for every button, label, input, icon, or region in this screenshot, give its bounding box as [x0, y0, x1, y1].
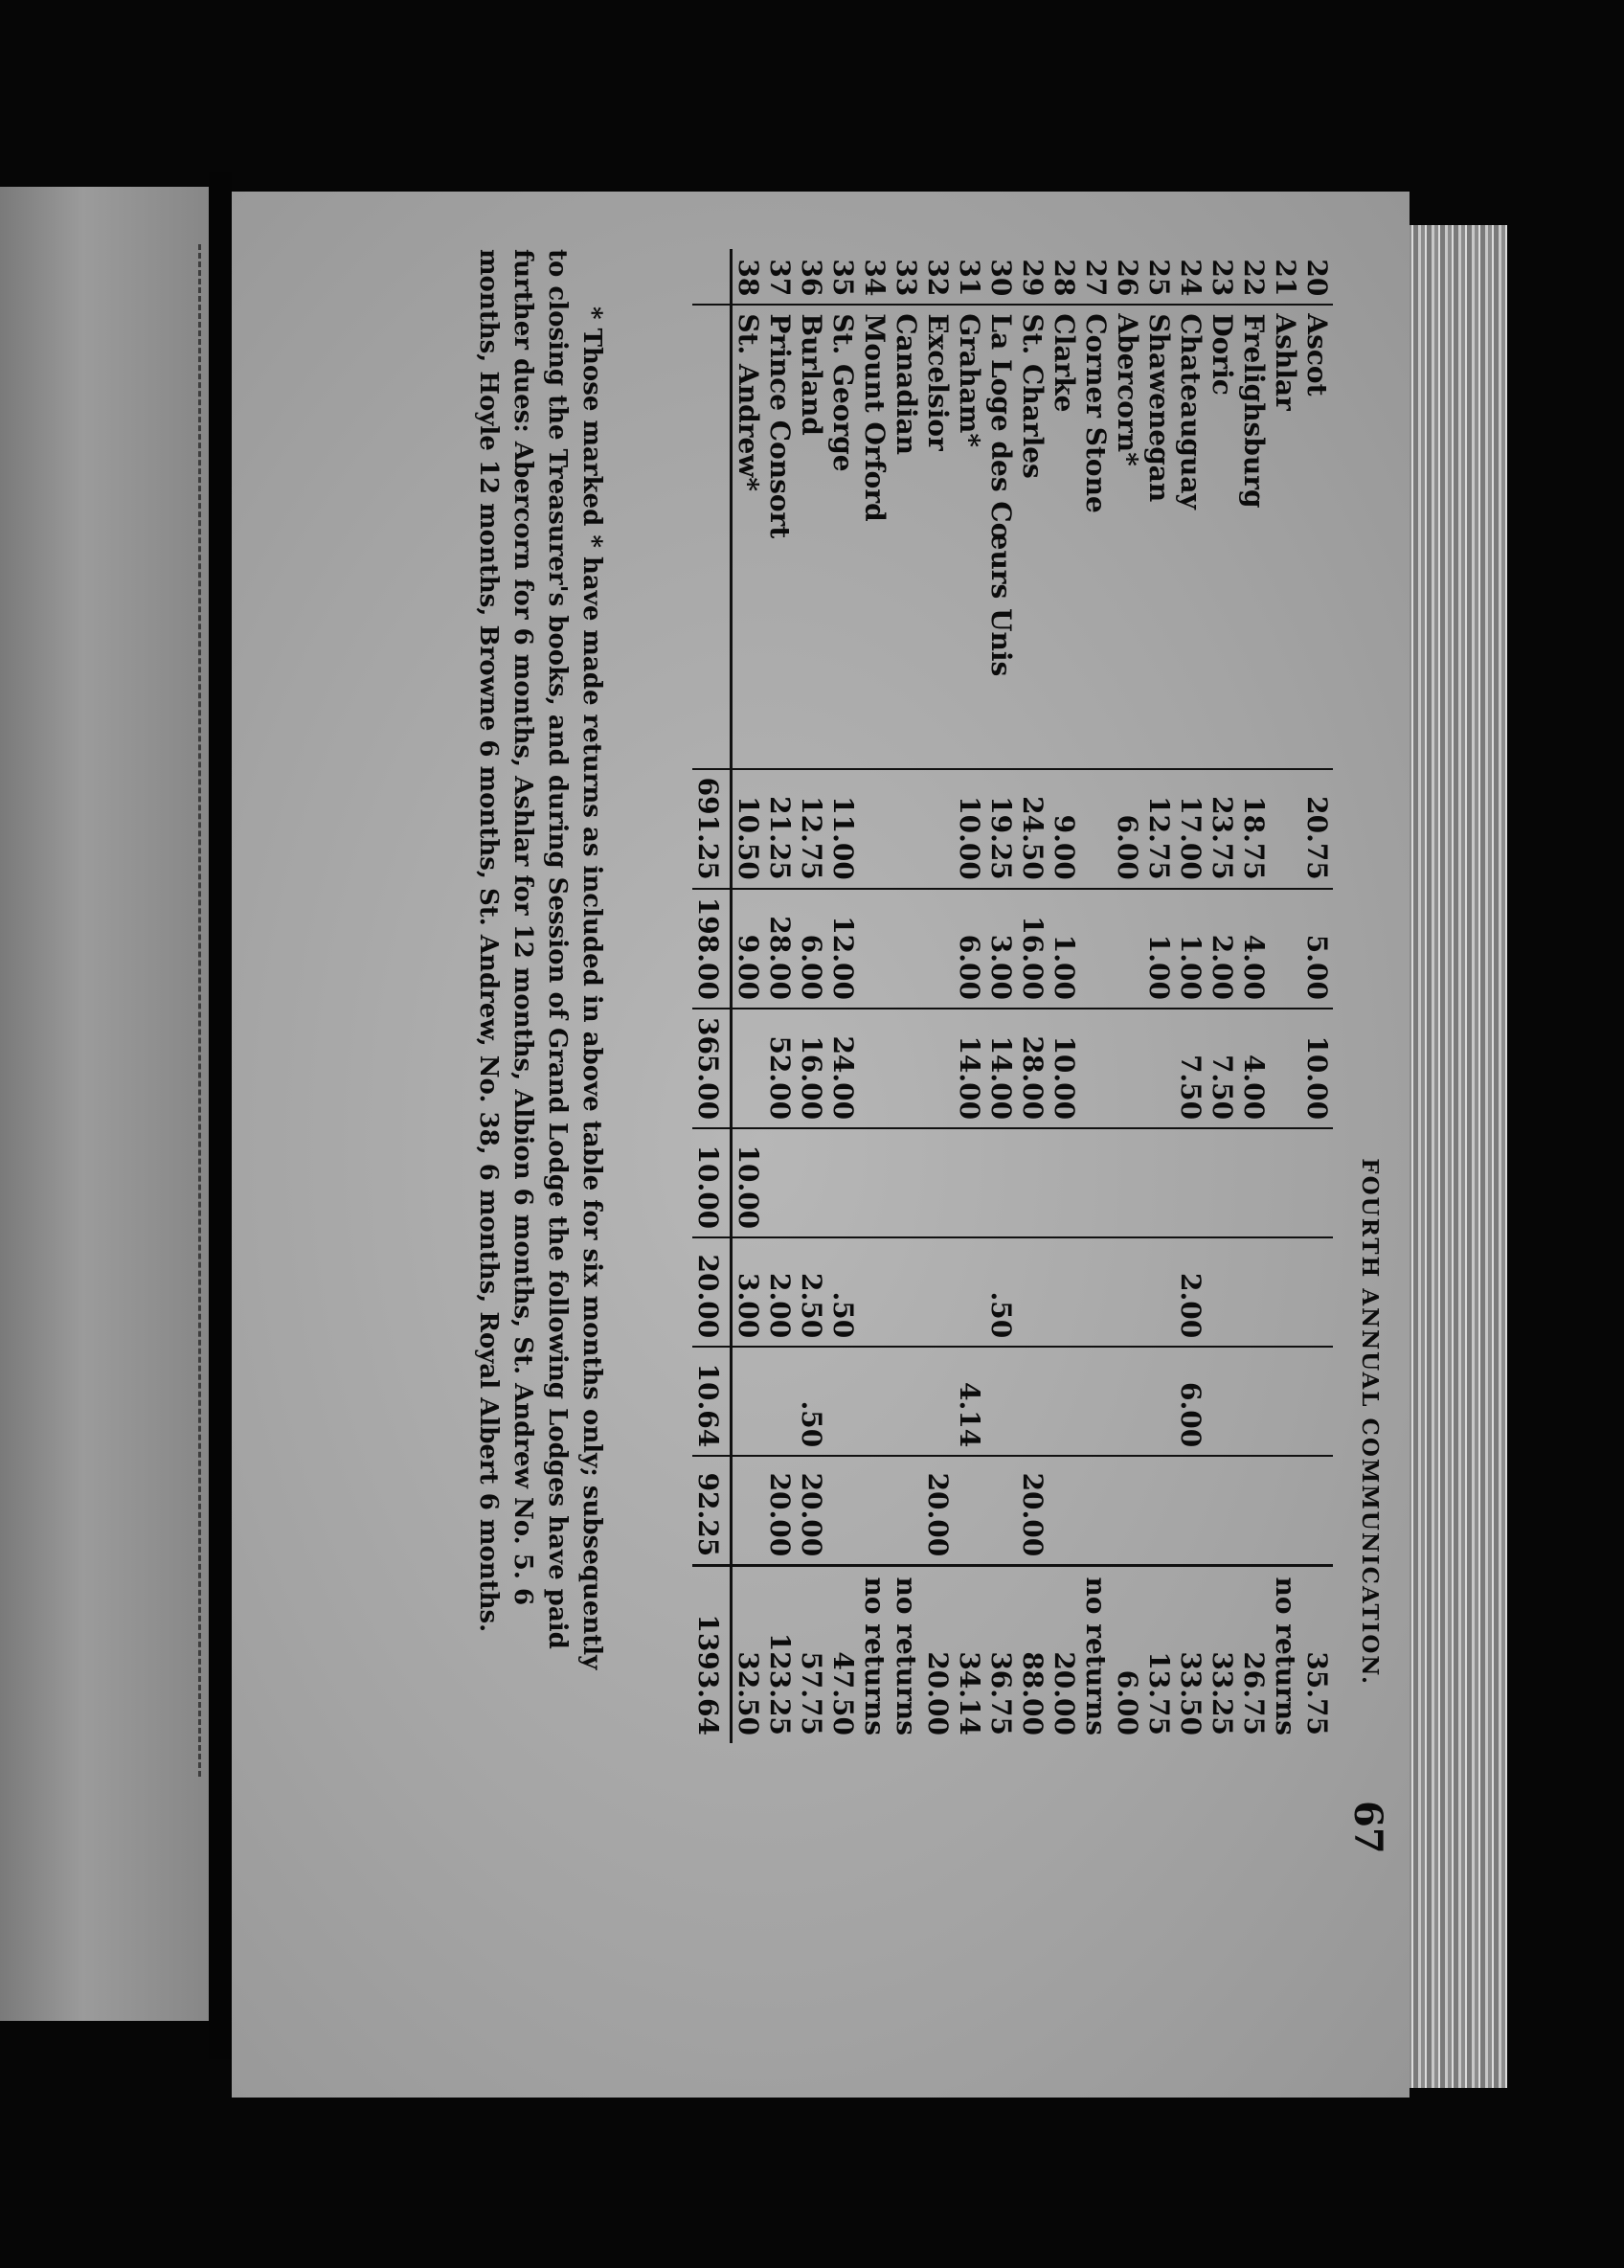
row-total: 34.14 — [954, 1566, 985, 1743]
amount-cell — [922, 1128, 954, 1237]
amount-cell — [1112, 1128, 1143, 1237]
amount-cell — [891, 1237, 922, 1347]
lodge-name: Excelsior — [922, 313, 955, 451]
lodge-number: 20 — [1301, 249, 1333, 305]
running-title: FOURTH ANNUAL COMMUNICATION. — [1357, 1158, 1383, 1686]
row-total: 6.00 — [1112, 1566, 1143, 1743]
amount-cell: 9.00 — [732, 889, 765, 1009]
table-row — [1080, 249, 1112, 1743]
amount-cell: 20.00 — [922, 1456, 954, 1566]
amount-cell — [922, 1237, 954, 1347]
amount-cell: 16.00 — [1017, 889, 1049, 1009]
lodge-name: Ascot — [1301, 313, 1334, 397]
table-row — [1017, 249, 1049, 1743]
table-row — [1207, 249, 1238, 1743]
amount-cell — [1080, 1456, 1112, 1566]
table-row — [1049, 249, 1080, 1743]
lodge-number: 22 — [1238, 249, 1270, 305]
lodge-number: 27 — [1080, 249, 1112, 305]
amount-cell — [1270, 889, 1301, 1009]
lodge-name: Chateauguay — [1175, 313, 1207, 510]
amount-cell — [1112, 1347, 1143, 1456]
amount-cell: .50 — [985, 1237, 1017, 1347]
amount-cell: 1.00 — [1143, 889, 1175, 1009]
amount-cell — [827, 1347, 859, 1456]
amount-cell — [1207, 1456, 1238, 1566]
amount-cell — [1017, 1347, 1049, 1456]
amount-cell — [1143, 1009, 1175, 1128]
amount-cell — [891, 1456, 922, 1566]
lodge-name: Corner Stone — [1080, 313, 1113, 513]
lodge-number: 32 — [922, 249, 954, 305]
row-total: no returns — [1080, 1566, 1112, 1743]
amount-cell: .50 — [796, 1347, 827, 1456]
amount-cell: 18.75 — [1238, 769, 1270, 889]
amount-cell — [1080, 889, 1112, 1009]
amount-cell: 6.00 — [954, 889, 985, 1009]
row-total: 32.50 — [732, 1566, 765, 1743]
amount-cell: 3.00 — [985, 889, 1017, 1009]
lodge-number: 33 — [891, 249, 922, 305]
amount-cell — [891, 1347, 922, 1456]
amount-cell — [1112, 1456, 1143, 1566]
amount-cell: 2.50 — [796, 1237, 827, 1347]
amount-cell: 6.00 — [796, 889, 827, 1009]
amount-cell: 20.00 — [796, 1456, 827, 1566]
amount-cell: 24.50 — [1017, 769, 1049, 889]
amount-cell: 52.00 — [764, 1009, 796, 1128]
amount-cell — [827, 1456, 859, 1566]
row-total: 33.50 — [1175, 1566, 1207, 1743]
amount-cell: 14.00 — [985, 1009, 1017, 1128]
amount-cell: 17.00 — [1175, 769, 1207, 889]
amount-cell: 2.00 — [1207, 889, 1238, 1009]
table-row — [859, 249, 891, 1743]
amount-cell — [922, 1347, 954, 1456]
row-total: 26.75 — [1238, 1566, 1270, 1743]
amount-cell — [764, 1347, 796, 1456]
lodge-number: 26 — [1112, 249, 1143, 305]
row-total: 20.00 — [1049, 1566, 1080, 1743]
table-row — [985, 249, 1017, 1743]
lodge-name: Abercorn* — [1112, 313, 1144, 466]
lodge-number: 21 — [1270, 249, 1301, 305]
amount-cell — [859, 1128, 891, 1237]
amount-cell — [1112, 1237, 1143, 1347]
row-total: 13.75 — [1143, 1566, 1175, 1743]
amount-cell: 7.50 — [1207, 1009, 1238, 1128]
amount-cell — [859, 769, 891, 889]
amount-cell — [1080, 1237, 1112, 1347]
amount-cell: 10.00 — [1049, 1009, 1080, 1128]
row-total: 35.75 — [1301, 1566, 1333, 1743]
amount-cell: 1.00 — [1049, 889, 1080, 1009]
lodge-name: Mount Orford — [859, 313, 891, 522]
lodge-name: Graham* — [954, 313, 986, 447]
amount-cell: 28.00 — [764, 889, 796, 1009]
amount-cell: 2.00 — [1175, 1237, 1207, 1347]
lodge-number: 31 — [954, 249, 985, 305]
page-stack-edge — [1400, 225, 1507, 2088]
amount-cell: 12.75 — [796, 769, 827, 889]
amount-cell — [985, 1347, 1017, 1456]
lodge-number: 34 — [859, 249, 891, 305]
amount-cell — [1238, 1456, 1270, 1566]
amount-cell: 12.00 — [827, 889, 859, 1009]
amount-cell: 9.00 — [1049, 769, 1080, 889]
amount-cell: .50 — [827, 1237, 859, 1347]
column-total: 92.25 — [692, 1456, 732, 1566]
totals-spacer — [692, 249, 732, 305]
amount-cell — [1270, 769, 1301, 889]
amount-cell — [1017, 1128, 1049, 1237]
amount-cell — [1207, 1128, 1238, 1237]
table-row — [1301, 249, 1333, 1743]
amount-cell: 16.00 — [796, 1009, 827, 1128]
amount-cell: 6.00 — [1175, 1347, 1207, 1456]
table-row — [954, 249, 985, 1743]
amount-cell — [1175, 1456, 1207, 1566]
table-row — [764, 249, 796, 1743]
row-total: 57.75 — [796, 1566, 827, 1743]
amount-cell: 20.00 — [1017, 1456, 1049, 1566]
amount-cell — [1301, 1237, 1333, 1347]
amount-cell — [796, 1128, 827, 1237]
amount-cell — [732, 1347, 765, 1456]
amount-cell — [1238, 1347, 1270, 1456]
row-total: 88.00 — [1017, 1566, 1049, 1743]
amount-cell: 7.50 — [1175, 1009, 1207, 1128]
amount-cell — [954, 1456, 985, 1566]
amount-cell — [1238, 1237, 1270, 1347]
totals-spacer — [692, 305, 732, 768]
column-total: 10.64 — [692, 1347, 732, 1456]
amount-cell — [859, 1009, 891, 1128]
amount-cell: 11.00 — [827, 769, 859, 889]
amount-cell — [732, 1009, 765, 1128]
lodge-number: 25 — [1143, 249, 1175, 305]
amount-cell — [1301, 1128, 1333, 1237]
lodge-name: Clarke — [1049, 313, 1081, 413]
table-row — [796, 249, 827, 1743]
book-page — [232, 192, 1410, 2098]
column-total: 691.25 — [692, 769, 732, 889]
amount-cell — [891, 769, 922, 889]
amount-cell — [1112, 889, 1143, 1009]
row-total: no returns — [859, 1566, 891, 1743]
facing-page-edge — [0, 187, 209, 2021]
lodge-number: 28 — [1049, 249, 1080, 305]
amount-cell: 10.00 — [1301, 1009, 1333, 1128]
table-row — [891, 249, 922, 1743]
amount-cell: 20.00 — [764, 1456, 796, 1566]
amount-cell — [859, 1456, 891, 1566]
amount-cell: 4.00 — [1238, 1009, 1270, 1128]
lodge-number: 29 — [1017, 249, 1049, 305]
amount-cell — [1270, 1347, 1301, 1456]
lodge-name: St. George — [827, 313, 860, 472]
amount-cell — [1207, 1237, 1238, 1347]
amount-cell — [1238, 1128, 1270, 1237]
amount-cell — [859, 1237, 891, 1347]
amount-cell — [1143, 1237, 1175, 1347]
amount-cell — [1301, 1347, 1333, 1456]
amount-cell — [922, 1009, 954, 1128]
lodge-name: Shawenegan — [1143, 313, 1176, 503]
lodge-name: Ashlar — [1270, 313, 1302, 411]
table-row — [1270, 249, 1301, 1743]
lodge-name: Doric — [1207, 313, 1239, 396]
amount-cell — [891, 1128, 922, 1237]
amount-cell — [859, 889, 891, 1009]
amount-cell: 28.00 — [1017, 1009, 1049, 1128]
lodge-name: La Loge des Cœurs Unis — [985, 313, 1018, 677]
table-row — [1238, 249, 1270, 1743]
table-row — [827, 249, 859, 1743]
amount-cell — [1270, 1237, 1301, 1347]
column-total: 365.00 — [692, 1009, 732, 1128]
amount-cell: 4.14 — [954, 1347, 985, 1456]
amount-cell — [827, 1128, 859, 1237]
row-total: no returns — [1270, 1566, 1301, 1743]
amount-cell — [1049, 1128, 1080, 1237]
amount-cell: 10.00 — [732, 1128, 765, 1237]
page-number: 67 — [1345, 1801, 1390, 1854]
lodge-number: 23 — [1207, 249, 1238, 305]
row-total: no returns — [891, 1566, 922, 1743]
lodge-number: 38 — [732, 249, 765, 305]
amount-cell: 10.00 — [954, 769, 985, 889]
page-header — [1342, 230, 1400, 2040]
amount-cell — [1143, 1347, 1175, 1456]
amount-cell — [1270, 1009, 1301, 1128]
amount-cell — [985, 1128, 1017, 1237]
amount-cell — [1049, 1456, 1080, 1566]
amount-cell — [764, 1128, 796, 1237]
lodge-number: 35 — [827, 249, 859, 305]
amount-cell — [1143, 1128, 1175, 1237]
amount-cell — [1143, 1456, 1175, 1566]
amount-cell: 3.00 — [732, 1237, 765, 1347]
lodge-name: Burland — [796, 313, 828, 436]
row-total: 33.25 — [1207, 1566, 1238, 1743]
amount-cell — [922, 769, 954, 889]
amount-cell — [954, 1128, 985, 1237]
amount-cell — [985, 1456, 1017, 1566]
amount-cell — [922, 889, 954, 1009]
totals-row — [692, 249, 732, 1743]
amount-cell: 24.00 — [827, 1009, 859, 1128]
row-total: 36.75 — [985, 1566, 1017, 1743]
row-total: 123.25 — [764, 1566, 796, 1743]
amount-cell: 2.00 — [764, 1237, 796, 1347]
facing-page-text-remnant — [169, 244, 201, 1777]
column-total: 20.00 — [692, 1237, 732, 1347]
amount-cell: 10.50 — [732, 769, 765, 889]
amount-cell: 14.00 — [954, 1009, 985, 1128]
table-row — [922, 249, 954, 1743]
amount-cell — [1080, 769, 1112, 889]
amount-cell: 1.00 — [1175, 889, 1207, 1009]
amount-cell: 19.25 — [985, 769, 1017, 889]
amount-cell: 12.75 — [1143, 769, 1175, 889]
lodge-name: St. Charles — [1017, 313, 1049, 479]
amount-cell: 21.25 — [764, 769, 796, 889]
amount-cell: 4.00 — [1238, 889, 1270, 1009]
amount-cell — [1080, 1128, 1112, 1237]
amount-cell — [891, 1009, 922, 1128]
row-total: 47.50 — [827, 1566, 859, 1743]
amount-cell: 5.00 — [1301, 889, 1333, 1009]
footnote: * Those marked * have made returns as included in above table for six months only; subsequently to closing the Treasurer's books, and during Session of Grand Lodge the following Lodges have paid further dues: Abercorn for 6 months, Ashlar for 12 months, Albion 6 months, St. Andrew No. 5. 6 months, Hoyle 12 months, Browne 6 months, St. Andrew, No. 38, 6 months, Royal Albert 6 months. — [474, 249, 606, 1670]
amount-cell — [954, 1237, 985, 1347]
column-total: 198.00 — [692, 889, 732, 1009]
row-total: 20.00 — [922, 1566, 954, 1743]
amount-cell — [1080, 1009, 1112, 1128]
table-row — [732, 249, 765, 1743]
table-row — [1143, 249, 1175, 1743]
rotated-page-content — [270, 230, 1400, 2040]
lodge-name: Frelighsburg — [1238, 313, 1271, 509]
lodge-name: Prince Consort — [764, 313, 797, 539]
lodge-number: 24 — [1175, 249, 1207, 305]
amount-cell — [1017, 1237, 1049, 1347]
grand-total: 1393.64 — [692, 1566, 732, 1743]
amount-cell — [1301, 1456, 1333, 1566]
dues-table-body — [692, 249, 1333, 1743]
dues-table — [692, 249, 1333, 1743]
lodge-name: Canadian — [891, 313, 923, 456]
column-total: 10.00 — [692, 1128, 732, 1237]
lodge-number: 30 — [985, 249, 1017, 305]
amount-cell — [1080, 1347, 1112, 1456]
amount-cell: 6.00 — [1112, 769, 1143, 889]
amount-cell — [1270, 1128, 1301, 1237]
book-gutter — [209, 172, 232, 2059]
amount-cell — [1049, 1237, 1080, 1347]
amount-cell — [859, 1347, 891, 1456]
amount-cell — [1270, 1456, 1301, 1566]
lodge-number: 36 — [796, 249, 827, 305]
amount-cell — [732, 1456, 765, 1566]
amount-cell: 20.75 — [1301, 769, 1333, 889]
lodge-name: St. Andrew* — [733, 313, 765, 492]
table-row — [1112, 249, 1143, 1743]
amount-cell — [891, 889, 922, 1009]
amount-cell — [1049, 1347, 1080, 1456]
lodge-number: 37 — [764, 249, 796, 305]
amount-cell: 23.75 — [1207, 769, 1238, 889]
amount-cell — [1175, 1128, 1207, 1237]
amount-cell — [1207, 1347, 1238, 1456]
table-row — [1175, 249, 1207, 1743]
amount-cell — [1112, 1009, 1143, 1128]
